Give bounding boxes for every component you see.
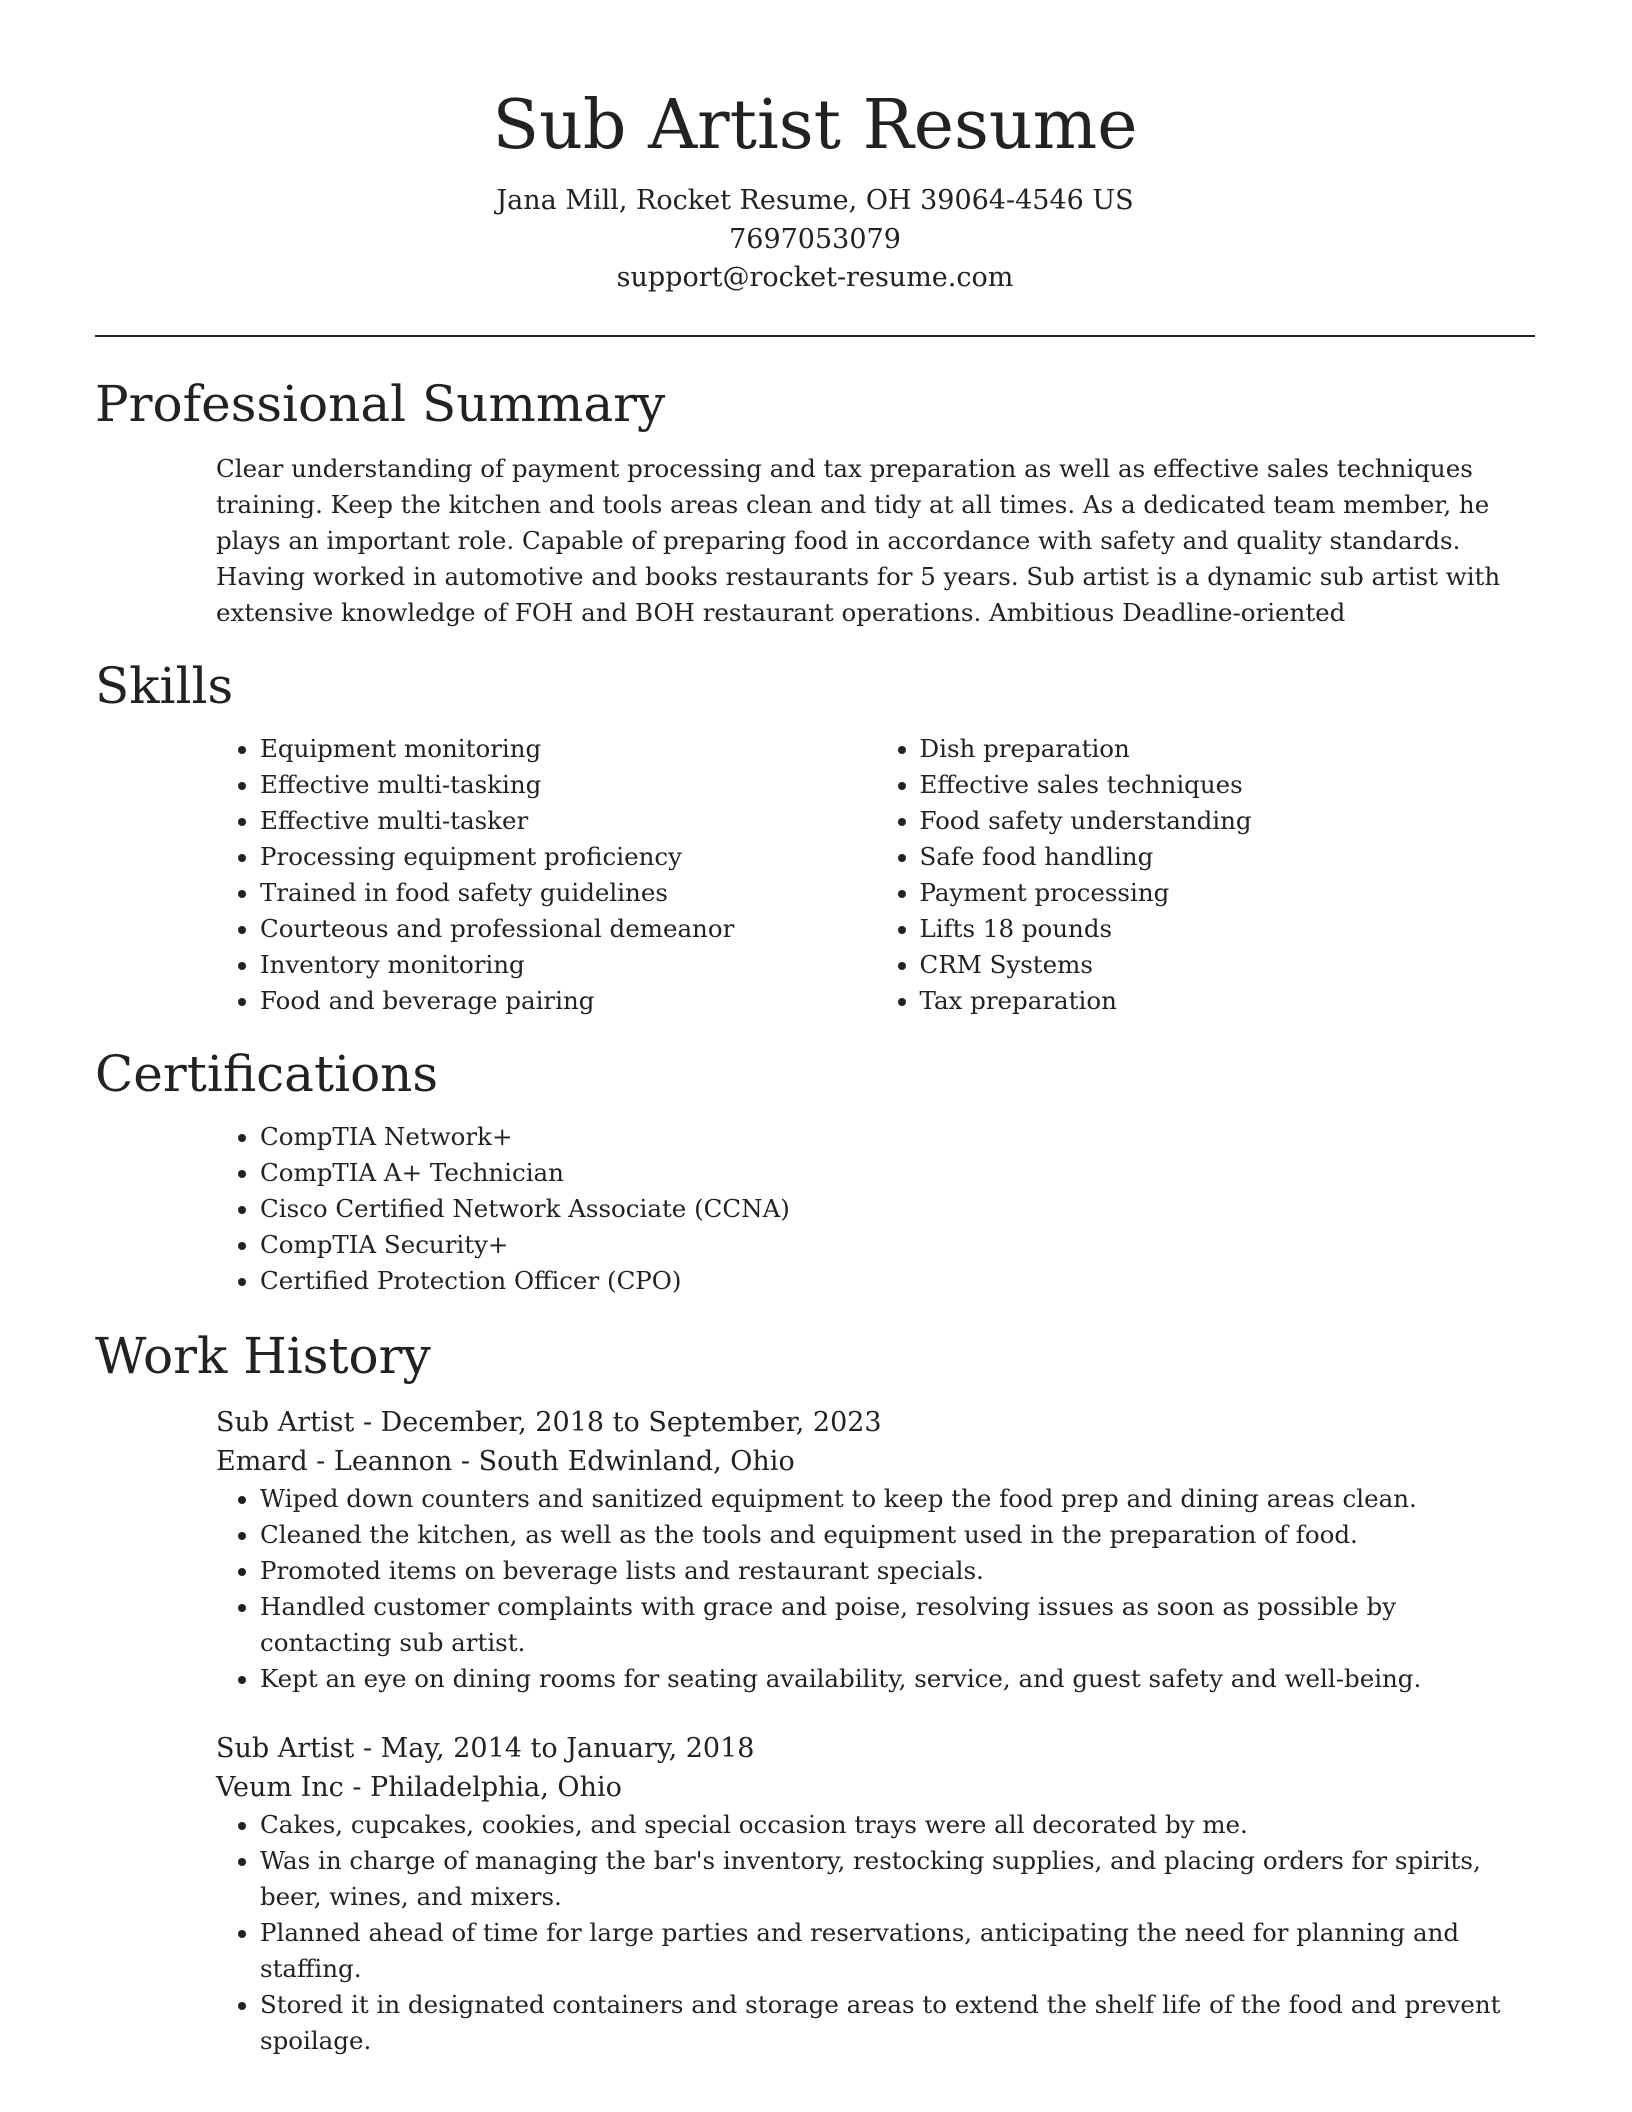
job-dates: - May, 2014 to January, 2018	[354, 1732, 755, 1764]
certification-item: • CompTIA Network+	[260, 1119, 1535, 1155]
skill-item: • Safe food handling	[920, 839, 1536, 875]
job-duty-item: • Stored it in designated containers and storage areas to extend the shelf life of the food and prevent spoilage.	[260, 1987, 1535, 2059]
skill-item: • Food safety understanding	[920, 803, 1536, 839]
skills-list-right	[876, 731, 1536, 1019]
certifications-list	[216, 1119, 1535, 1299]
skill-item: • Inventory monitoring	[260, 947, 876, 983]
work-history-section	[216, 1403, 1535, 2059]
skills-list-left	[216, 731, 876, 1019]
job-company-line	[216, 1768, 1535, 1807]
job-title-line	[216, 1729, 1535, 1768]
job-duty-item: • Was in charge of managing the bar's inventory, restocking supplies, and placing orders for spirits, beer, wines, and mixers.	[260, 1843, 1535, 1915]
certification-item: • CompTIA Security+	[260, 1227, 1535, 1263]
skill-item: • Tax preparation	[920, 983, 1536, 1019]
certification-item: • CompTIA A+ Technician	[260, 1155, 1535, 1191]
job-entry	[216, 1403, 1535, 1697]
job-entry	[216, 1729, 1535, 2059]
job-location: - Philadelphia, Ohio	[343, 1771, 622, 1803]
job-company: Emard - Leannon	[216, 1445, 453, 1477]
job-dates: - December, 2018 to September, 2023	[354, 1406, 882, 1438]
skill-item: • Courteous and professional demeanor	[260, 911, 876, 947]
skill-item: • Equipment monitoring	[260, 731, 876, 767]
job-duty-item: • Kept an eye on dining rooms for seating availability, service, and guest safety and well-being.	[260, 1661, 1535, 1697]
job-title: Sub Artist	[216, 1732, 355, 1764]
job-title: Sub Artist	[216, 1406, 355, 1438]
skill-item: • Trained in food safety guidelines	[260, 875, 876, 911]
contact-phone: 7697053079	[729, 223, 901, 255]
job-duty-item: • Wiped down counters and sanitized equipment to keep the food prep and dining areas clean.	[260, 1481, 1535, 1517]
job-location: - South Edwinland, Ohio	[452, 1445, 795, 1477]
contact-address: Jana Mill, Rocket Resume, OH 39064-4546 US	[496, 185, 1134, 216]
skills-section	[216, 731, 1535, 1019]
job-duty-item: • Handled customer complaints with grace and poise, resolving issues as soon as possible by contacting sub artist.	[260, 1589, 1535, 1661]
job-duty-item: • Cleaned the kitchen, as well as the tools and equipment used in the preparation of food.	[260, 1517, 1535, 1553]
skill-item: • CRM Systems	[920, 947, 1536, 983]
skill-item: • Food and beverage pairing	[260, 983, 876, 1019]
skills-heading: Skills	[95, 656, 234, 715]
job-title-line	[216, 1403, 1535, 1442]
job-company-line	[216, 1442, 1535, 1481]
resume-header	[95, 0, 1535, 298]
certification-item: • Certified Protection Officer (CPO)	[260, 1263, 1535, 1299]
job-duties-list	[216, 1481, 1535, 1697]
skill-item: • Effective multi-tasking	[260, 767, 876, 803]
job-duty-item: • Planned ahead of time for large parties and reservations, anticipating the need for planning and staffing.	[260, 1915, 1535, 1987]
contact-email: support@rocket-resume.com	[616, 262, 1014, 293]
resume-title: Sub Artist Resume	[492, 86, 1138, 165]
work-history-heading: Work History	[95, 1326, 431, 1385]
certifications-heading: Certifications	[95, 1044, 439, 1103]
skill-item: • Dish preparation	[920, 731, 1536, 767]
skill-item: • Lifts 18 pounds	[920, 911, 1536, 947]
certifications-section	[216, 1119, 1535, 1299]
job-duty-item: • Cakes, cupcakes, cookies, and special occasion trays were all decorated by me.	[260, 1807, 1535, 1843]
certification-item: • Cisco Certified Network Associate (CCNA)	[260, 1191, 1535, 1227]
summary-heading: Professional Summary	[95, 374, 666, 433]
header-divider	[95, 335, 1535, 337]
skill-item: • Effective sales techniques	[920, 767, 1536, 803]
job-duty-item: • Promoted items on beverage lists and restaurant specials.	[260, 1553, 1535, 1589]
job-company: Veum Inc	[216, 1771, 344, 1803]
skill-item: • Processing equipment proficiency	[260, 839, 876, 875]
summary-section	[216, 451, 1535, 631]
resume-page	[95, 0, 1535, 2059]
skill-item: • Effective multi-tasker	[260, 803, 876, 839]
skill-item: • Payment processing	[920, 875, 1536, 911]
job-duties-list	[216, 1807, 1535, 2059]
summary-text: Clear understanding of payment processing and tax preparation as well as effective sales techniques training. Keep the kitchen and tools areas clean and tidy at all times. As a dedicated team member, he plays an important role. Capable of preparing food in accordance with safety and quality standards. Having worked in automotive and books restaurants for 5 years. Sub artist is a dynamic sub artist with extensive knowledge of FOH and BOH restaurant operations. Ambitious Deadline-oriented	[216, 453, 1501, 627]
